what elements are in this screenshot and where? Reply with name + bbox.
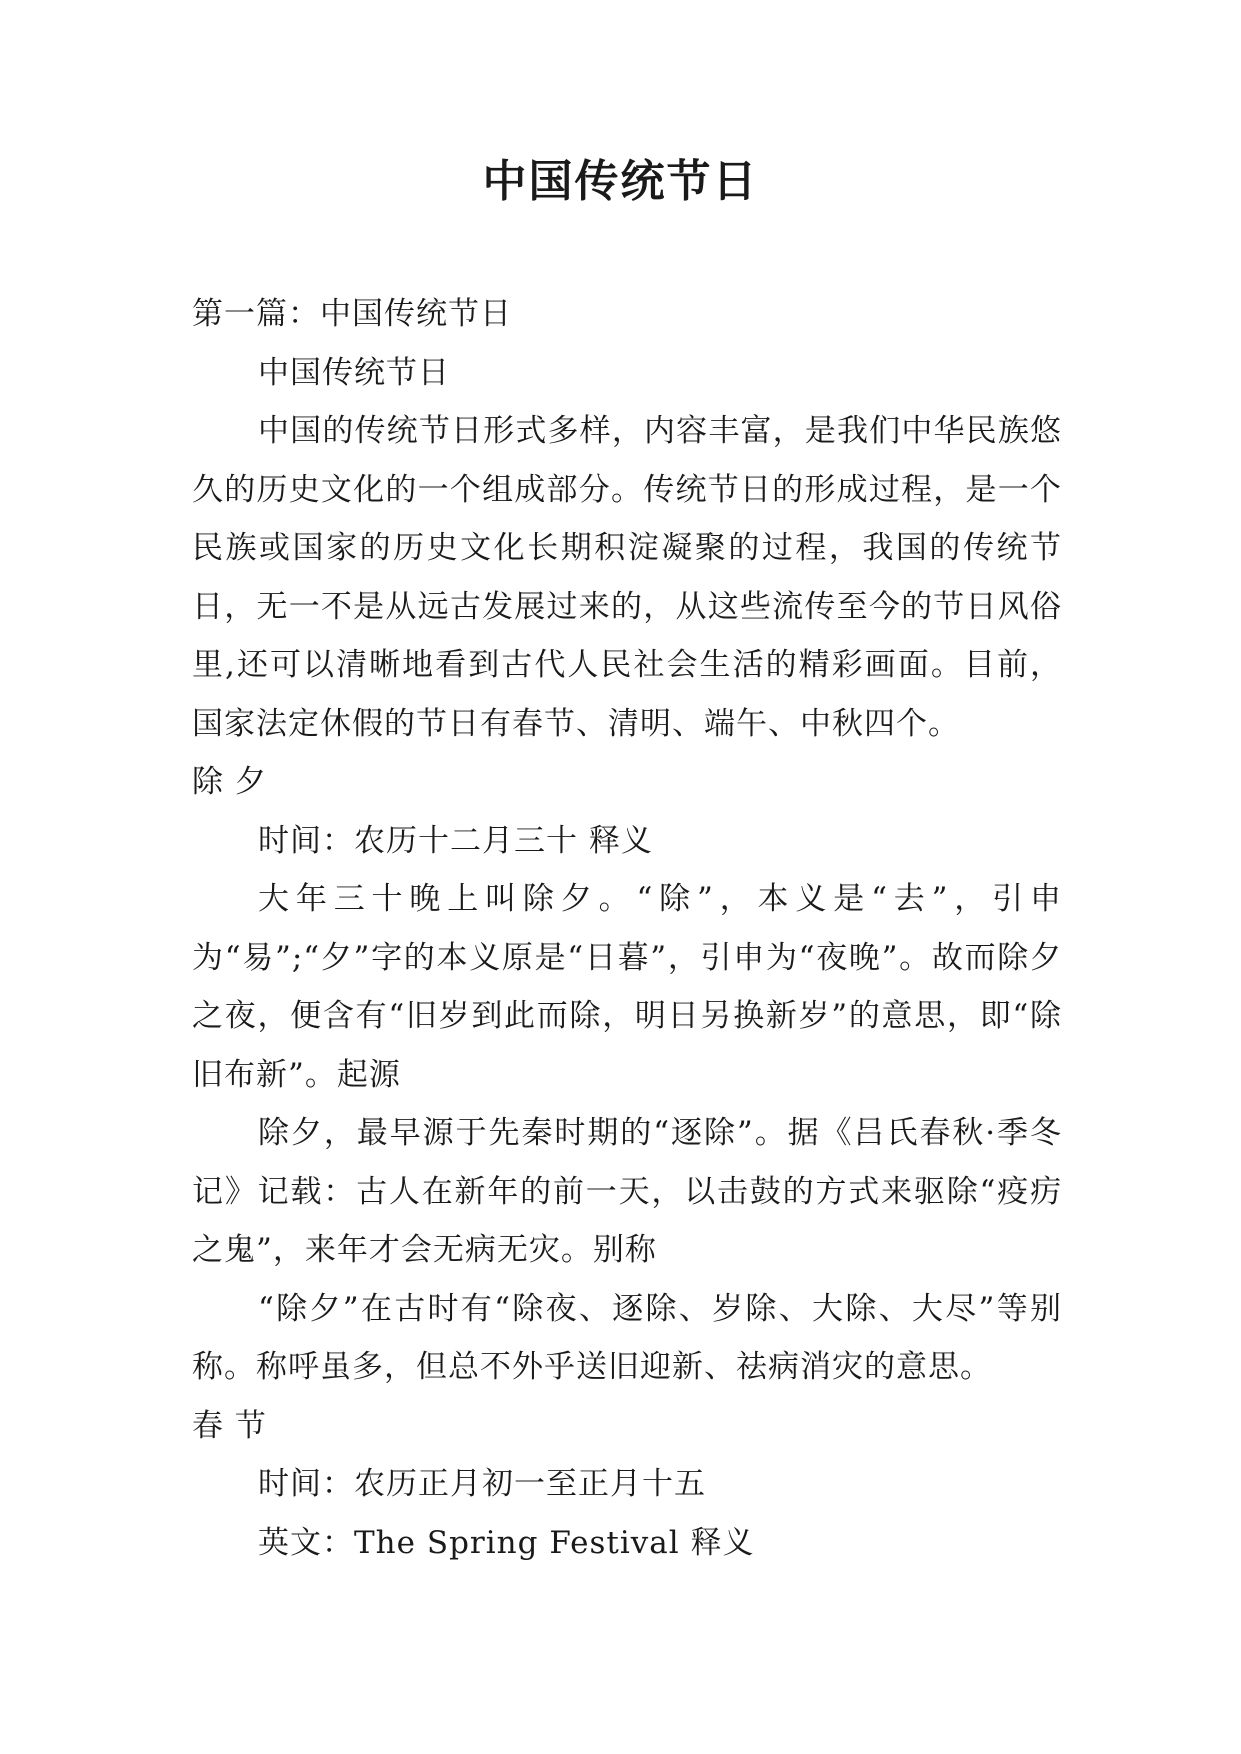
paragraph-chuxi-origin: 除夕，最早源于先秦时期的“逐除”。据《吕氏春秋·季冬记》记载：古人在新年的前一天，以击鼓的方式来驱除“疫疠之鬼”，来年才会无病无灾。别称 xyxy=(192,1115,1062,1268)
document-title: 中国传统节日 xyxy=(482,156,759,207)
document-body xyxy=(192,285,1062,1572)
sub-heading: 中国传统节日 xyxy=(258,354,450,391)
festival-heading-chuxi: 除 夕 xyxy=(192,764,267,800)
paragraph-chunjie-english: 英文：The Spring Festival 释义 xyxy=(258,1524,755,1561)
paragraph-chunjie-time: 时间：农历正月初一至正月十五 xyxy=(258,1466,706,1502)
paragraph-chuxi-aliases: “除夕”在古时有“除夜、逐除、岁除、大除、大尽”等别称。称呼虽多，但总不外乎送旧迎新、祛病消灾的意思。 xyxy=(192,1290,1062,1385)
section-heading: 第一篇：中国传统节日 xyxy=(192,296,512,332)
festival-heading-chunjie: 春 节 xyxy=(192,1407,267,1444)
paragraph-chuxi-time: 时间：农历十二月三十 释义 xyxy=(258,822,653,859)
paragraph-chuxi-meaning: 大年三十晚上叫除夕。“除”，本义是“去”，引申为“易”;“夕”字的本义原是“日暮”，引申为“夜晚”。故而除夕之夜，便含有“旧岁到此而除，明日另换新岁”的意思，即“除旧布新”。起源 xyxy=(192,881,1062,1093)
paragraph-intro: 中国的传统节日形式多样，内容丰富，是我们中华民族悠久的历史文化的一个组成部分。传统节日的形成过程，是一个民族或国家的历史文化长期积淀凝聚的过程，我国的传统节日，无一不是从远古发展过来的，从这些流传至今的节日风俗里,还可以清晰地看到古代人民社会生活的精彩画面。目前，国家法定休假的节日有春节、清明、端午、中秋四个。 xyxy=(192,413,1062,742)
